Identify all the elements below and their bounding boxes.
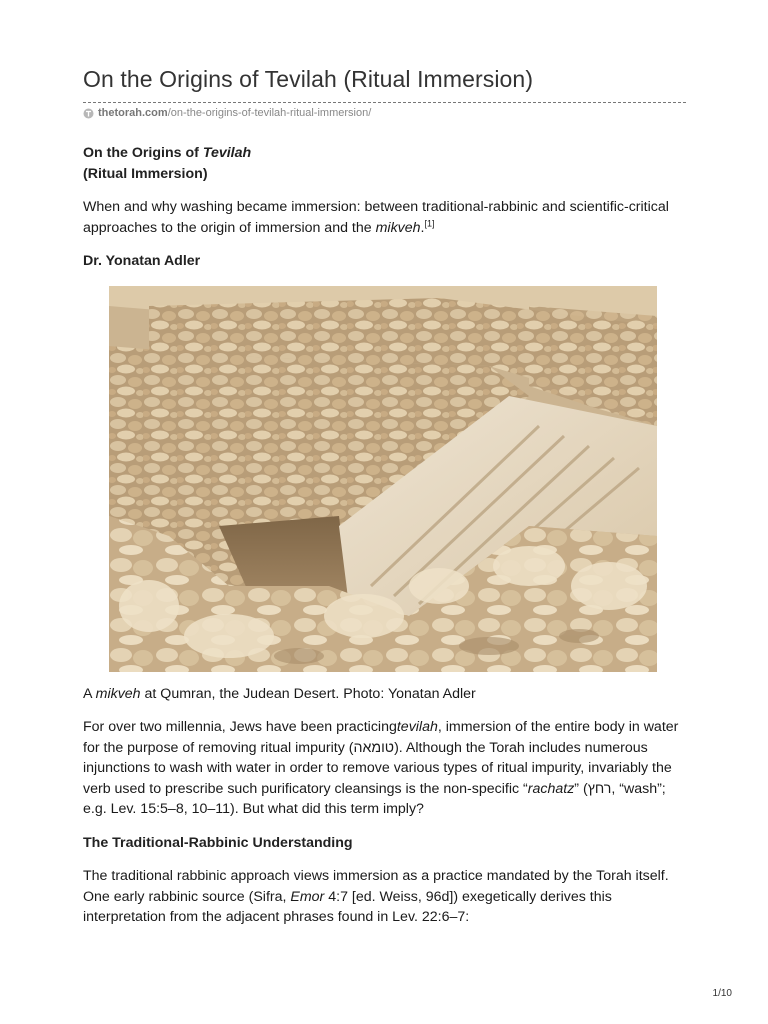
article-heading-italic: Tevilah — [202, 145, 252, 161]
caption-prefix: A — [83, 686, 96, 702]
intro-paragraph — [83, 717, 688, 820]
para2-part-a: The traditional rabbinic approach views immersion as a practice mandated by the Torah itself. One early rabbinic source (Sifra, — [83, 868, 669, 905]
para1-italic-rachatz: rachatz — [527, 780, 575, 797]
caption-rest: at Qumran, the Judean Desert. Photo: Yonatan Adler — [140, 686, 476, 702]
dashed-divider — [83, 102, 686, 103]
photo-caption — [83, 684, 688, 705]
caption-italic: mikveh — [95, 686, 141, 702]
section-heading: The Traditional-Rabbinic Understanding — [83, 835, 353, 851]
footnote-link[interactable]: [1] — [424, 217, 435, 228]
page-title: On the Origins of Tevilah (Ritual Immersion) — [83, 66, 534, 92]
subtitle-paragraph — [83, 197, 688, 238]
para2-italic-emor: Emor — [290, 888, 325, 905]
rabbinic-paragraph — [83, 866, 688, 928]
source-path: /on-the-origins-of-tevilah-ritual-immersion/ — [167, 107, 372, 119]
para1-part-a: For over two millennia, Jews have been practicing — [83, 719, 397, 735]
para1-part-b: , immersion of the entire body in water for the purpose of removing ritual impurity (טומאה). Although the Torah includes numerous injunctions to wash with water in order to remove various types of ritual impurity, invariably the verb used to prescribe such purificatory cleansings is the non-specific “ — [83, 719, 679, 797]
article-heading-prefix: On the Origins of — [83, 145, 203, 161]
para2-part-b: 4:7 [ed. Weiss, 96d]) exegetically derives this interpretation from the adjacent phrases found in Lev. 22:6–7: — [83, 888, 612, 925]
article-heading-line2: (Ritual Immersion) — [83, 165, 208, 182]
subtitle-text: When and why washing became immersion: between traditional-rabbinic and scientific-critical approaches to the origin of immersion and the — [83, 199, 669, 236]
page-number: 1/10 — [712, 988, 732, 999]
subtitle-end: . — [420, 219, 425, 236]
source-link[interactable] — [83, 107, 371, 119]
para1-italic-tevilah: tevilah — [396, 719, 438, 735]
author-name: Dr. Yonatan Adler — [83, 253, 201, 269]
article-heading — [83, 143, 688, 184]
thetorah-favicon-icon — [83, 108, 94, 119]
para1-part-c: ” (רחץ, “wash”; e.g. Lev. 15:5–8, 10–11). But what did this term imply? — [83, 780, 666, 817]
subtitle-italic: mikveh — [375, 219, 421, 236]
source-domain: thetorah.com — [98, 107, 168, 119]
mikveh-photo — [109, 286, 657, 672]
